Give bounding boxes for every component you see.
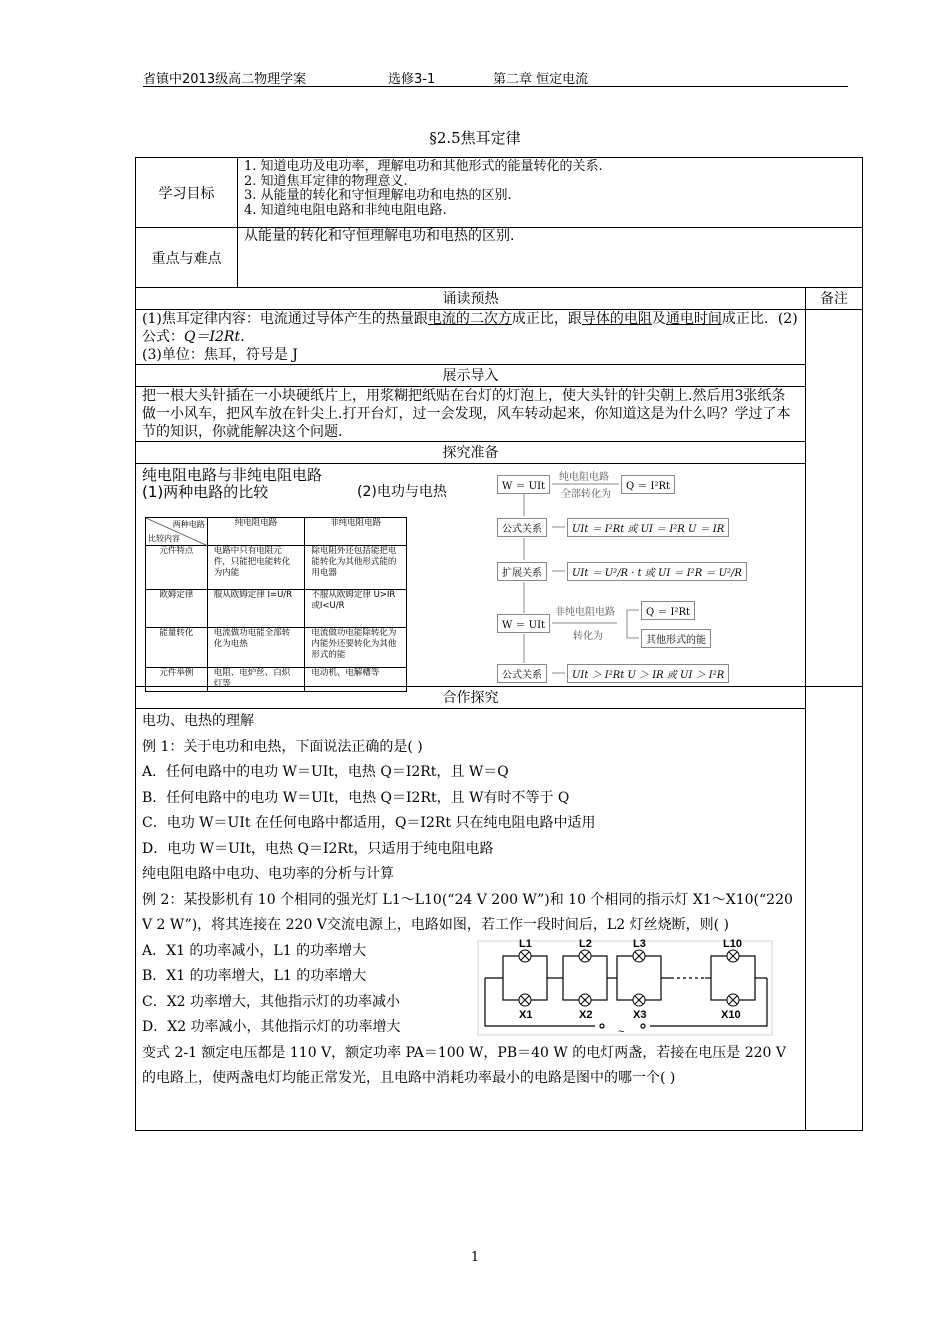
flow-nonpure-sub: 转化为 [573, 631, 603, 642]
table-cell: 电流做功电能全部转化为电热 [207, 628, 305, 668]
indicator-label: X2 [579, 1008, 593, 1021]
page-title: §2.5焦耳定律 [429, 129, 521, 147]
flow-pure-sub: 全部转化为 [561, 489, 611, 500]
table-row-label: 能量转化 [146, 628, 208, 668]
goals-list [238, 158, 863, 228]
example-1-option: C．电功 W＝UIt 在任何电路中都适用，Q＝I2Rt 只在纯电阻电路中适用 [142, 815, 596, 831]
topic-heading-2: 纯电阻电路中电功、电功率的分析与计算 [142, 866, 394, 882]
remark-column-2 [806, 687, 863, 1131]
intro-section-title: 展示导入 [136, 365, 806, 387]
example-2-option: C．X2 功率增大，其他指示灯的功率减小 [142, 993, 401, 1010]
header-rule [143, 86, 848, 87]
goals-label: 学习目标 [136, 158, 238, 228]
flow-relation-nonpure: UIt ＞ I²Rt U ＞ IR 或 UI ＞ I²R [567, 664, 729, 683]
example-2-option: B．X1 的功率增大，L1 的功率增大 [142, 968, 367, 984]
table-corner: 两种电路 比较内容 [146, 518, 208, 546]
example-2-option: D．X2 功率减小，其他指示灯的功率增大 [142, 1019, 401, 1035]
table-row-label: 元件特点 [146, 546, 208, 590]
example-1-option: D．电功 W＝UIt，电热 Q＝I2Rt，只适用于纯电阻电路 [142, 840, 494, 857]
work-heat-diagram [497, 470, 817, 684]
lamp-label: L10 [723, 937, 742, 950]
table-cell: 服从欧姆定律 I=U/R [207, 590, 305, 628]
table-row-label: 元件举例 [146, 668, 208, 692]
coop-content [136, 709, 806, 1131]
keypoints-text: 从能量的转化和守恒理解电功和电热的区别. [238, 228, 863, 288]
circuit-diagram [475, 938, 775, 1038]
col-header-nonpure: 非纯电阻电路 [305, 518, 407, 546]
goal-item: 1. 知道电功及电功率，理解电功和其他形式的能量转化的关系. [244, 159, 603, 174]
preview-section-title: 诵读预热 [136, 288, 806, 310]
coop-section-title: 合作探究 [136, 687, 806, 709]
prep-section-title: 探究准备 [136, 442, 806, 464]
table-cell: 电流做功电能除转化为内能外还要转化为其他形式的能 [305, 628, 407, 668]
intro-text: 把一根大头针插在一小块硬纸片上，用浆糊把纸贴在台灯的灯泡上，使大头针的针尖朝上.然后用3张纸条做一小风车，把风车放在针尖上.打开台灯，过一会发现，风车转动起来，你知道这是为什么吗？学过了本节的知识，你就能解决这个问题. [136, 387, 806, 442]
topic-heading: 电功、电热的理解 [142, 713, 254, 729]
table-cell: 电动机、电解槽等 [305, 668, 407, 692]
flow-w-uit-2: W ＝ UIt [497, 614, 550, 633]
goal-item: 4. 知道纯电阻电路和非纯电阻电路. [244, 202, 447, 218]
indicator-label: X3 [633, 1008, 647, 1021]
keypoints-label: 重点与难点 [136, 228, 238, 288]
table-row-label: 欧姆定律 [146, 590, 208, 628]
flow-relation-label: 公式关系 [497, 518, 547, 537]
flow-q-i2rt: Q ＝ I²Rt [621, 475, 675, 494]
example-1-question: 例 1：关于电功和电热，下面说法正确的是( ) [142, 738, 423, 755]
joule-formula: Q＝I2Rt. [184, 329, 245, 345]
flow-other-energy: 其他形式的能 [641, 629, 711, 648]
remark-header: 备注 [806, 288, 863, 310]
example-2-question: 例 2：某投影机有 10 个相同的强光灯 L1～L10(“24 V 200 W”)和 10 个相同的指示灯 X1～X10(“220 V 2 W”)，将其连接在 220 V交流电源上，电路如图，若工作一段时间后，L2 灯丝烧断，则( ) [142, 891, 793, 933]
prep-sub-compare: (1)两种电路的比较 [142, 483, 269, 501]
prep-sub-work-heat: (2)电功与电热 [357, 484, 447, 500]
prep-content [136, 464, 806, 687]
flow-q-i2rt-2: Q ＝ I²Rt [641, 601, 695, 620]
prep-heading: 纯电阻电路与非纯电阻电路 [142, 466, 323, 484]
flow-nonpure-label: 非纯电阻电路 [555, 607, 615, 618]
flow-relation-label-2: 公式关系 [497, 664, 547, 683]
header-school: 省镇中2013级高二物理学案 [143, 72, 307, 87]
variant-question: 变式 2-1 额定电压都是 110 V，额定功率 PA＝100 W，PB＝40 W 的电灯两盏，若接在电压是 220 V的电路上，使两盏电灯均能正常发光，且电路中消耗功率最小的电路是图中的哪一个( ) [142, 1044, 786, 1086]
lamp-label: L3 [633, 937, 646, 950]
lamp-label: L1 [519, 937, 532, 950]
preview-content: (1)焦耳定律内容：电流通过导体产生的热量跟电流的二次方成正比，跟导体的电阻及通电时间成正比．(2)公式：Q＝I2Rt. (3)单位：焦耳，符号是 J [136, 310, 806, 365]
indicator-label: X10 [721, 1008, 741, 1021]
table-cell: 电路中只有电阻元件，只能把电能转化为内能 [207, 546, 305, 590]
lamp-label: L2 [579, 937, 592, 950]
goal-item: 2. 知道焦耳定律的物理意义. [244, 173, 408, 189]
example-1-option: B．任何电路中的电功 W＝UIt，电热 Q＝I2Rt，且 W有时不等于 Q [142, 789, 570, 806]
lesson-table [135, 157, 863, 1131]
col-header-pure: 纯电阻电路 [207, 518, 305, 546]
flow-extended-label: 扩展关系 [497, 562, 547, 581]
page-number: 1 [470, 1250, 480, 1265]
comparison-table [145, 517, 407, 692]
goal-item: 3. 从能量的转化和守恒理解电功和电热的区别. [244, 188, 512, 203]
flow-pure-label: 纯电阻电路 [559, 472, 609, 483]
flow-relation-pure: UIt ＝ I²Rt 或 UI ＝ I²R U ＝ IR [567, 518, 729, 537]
flow-w-uit: W ＝ UIt [497, 475, 550, 494]
header-course: 选修3-1 [388, 72, 436, 87]
ac-source-symbol: ~ [618, 1025, 625, 1038]
indicator-label: X1 [519, 1008, 533, 1021]
table-cell: 除电阻外还包括能把电能转化为其他形式能的用电器 [305, 546, 407, 590]
table-cell: 不服从欧姆定律 U>IR或I<U/R [305, 590, 407, 628]
example-2-option: A．X1 的功率减小，L1 的功率增大 [142, 942, 367, 959]
flow-extended-relation: UIt ＝ U²/R · t 或 UI ＝ I²R ＝ U²/R [567, 562, 747, 581]
header-chapter: 第二章 恒定电流 [493, 72, 589, 87]
table-cell: 电阻、电炉丝、白炽灯等 [207, 668, 305, 692]
example-1-option: A．任何电路中的电功 W＝UIt，电热 Q＝I2Rt，且 W＝Q [142, 764, 509, 780]
